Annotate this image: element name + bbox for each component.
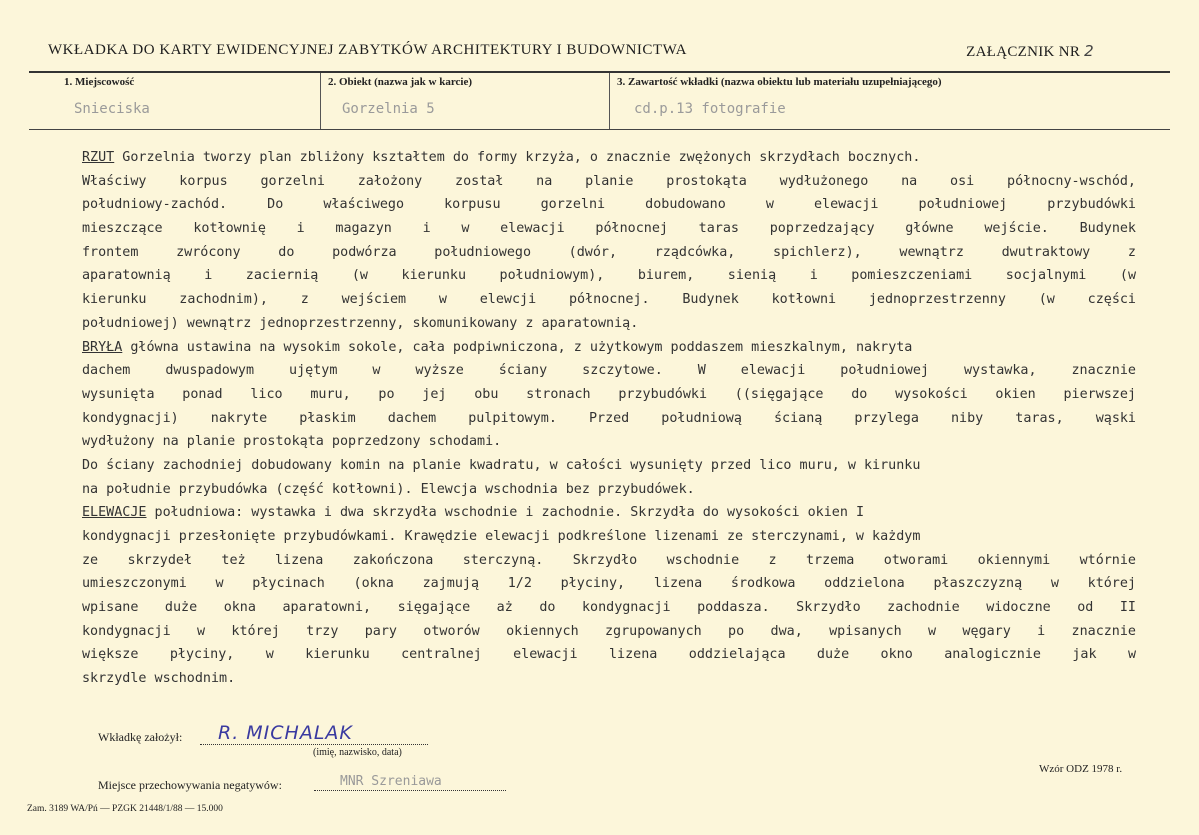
form-pattern: Wzór ODZ 1978 r. xyxy=(1039,763,1123,775)
text-line: ze skrzydeł też lizena zakończona sterczyną. Skrzydło wschodnie z trzema otworami okiennymi wtórnie xyxy=(82,552,1136,568)
founder-hint: (imię, nazwisko, data) xyxy=(313,747,402,758)
field-object-label: 2. Obiekt (nazwa jak w karcie) xyxy=(328,76,473,88)
text-line: umieszczonymi w płycinach (okna zajmują 1/2 płyciny, lizena środkowa oddzielona płaszczyzną w której xyxy=(82,576,1136,592)
attachment-number-value: 2 xyxy=(1084,42,1094,60)
header-fields xyxy=(56,73,1170,129)
text-line: dachem dwuspadowym ujętym w wyższe ściany szczytowe. W elewacji południowej wystawka, znacznie xyxy=(82,363,1136,379)
text-line: kondygnacji przesłonięte przybudówkami. Krawędzie elewacji podkreślone lizenami ze sterczynami, w każdym xyxy=(82,529,921,544)
storage-line xyxy=(314,790,506,791)
text-line: większe płyciny, w kierunku centralnej elewacji lizena oddzielająca duże okno analogicznie jak w xyxy=(82,647,1136,663)
founder-label: Wkładkę założył: xyxy=(98,730,183,744)
description-text xyxy=(82,146,1136,691)
field-contents-value: cd.p.13 fotografie xyxy=(634,101,786,117)
text-line: ELEWACJE południowa: wystawka i dwa skrzydła wschodnie i zachodnie. Skrzydła do wysokości okien I xyxy=(82,505,865,521)
section-heading-elewacje: ELEWACJE xyxy=(82,505,147,521)
field-rule xyxy=(29,129,1170,130)
text-line: kierunku zachodnim), z wejściem w elewcji północnej. Budynek kotłowni jednoprzestrzenny (w części xyxy=(82,292,1136,308)
text-line: mieszczące kotłownię i magazyn i w elewacji północnej taras poprzedzający główne wejście. Budynek xyxy=(82,221,1136,237)
field-contents-label: 3. Zawartość wkładki (nazwa obiektu lub materiału uzupełniającego) xyxy=(617,76,942,88)
field-contents xyxy=(609,73,1170,129)
text-line: wydłużony na planie prostokąta poprzedzony schodami. xyxy=(82,434,502,450)
attachment-number xyxy=(966,42,1094,61)
text-line: wysunięta ponad lico muru, po jej obu stronach przybudówki ((sięgające do wysokości okien pierwszej xyxy=(82,386,1136,402)
founder-signature: R. MICHALAK xyxy=(218,722,353,744)
section-heading-bryla: BRYŁA xyxy=(82,339,123,355)
text-line: Właściwy korpus gorzelni założony został na planie prostokąta wydłużonego na osi północny-wschód, xyxy=(82,173,1136,189)
text-line: południowy-zachód. Do właściwego korpusu gorzelni dobudowano w elewacji południowej przybudówki xyxy=(82,197,1136,213)
field-locality-value: Snieciska xyxy=(74,101,150,117)
field-locality xyxy=(56,73,320,129)
text-line: BRYŁA główna ustawina na wysokim sokole, cała podpiwniczona, z użytkowym poddaszem mieszkalnym, nakryta xyxy=(82,339,913,355)
section-heading-rzut: RZUT xyxy=(82,150,115,165)
founder-line xyxy=(200,744,428,745)
text-line: skrzydle wschodnim. xyxy=(82,671,236,687)
text-line: aparatownią i zaciernią (w kierunku południowym), biurem, sienią i pomieszczeniami socjalnymi (w xyxy=(82,268,1136,284)
text-line: południowej) wewnątrz jednoprzestrzenny, skomunikowany z aparatownią. xyxy=(82,315,639,331)
storage-label: Miejsce przechowywania negatywów: xyxy=(98,778,282,792)
text-line: Do ściany zachodniej dobudowany komin na planie kwadratu, w całości wysunięty przed lico muru, w kirunku xyxy=(82,457,921,473)
field-object-value: Gorzelnia 5 xyxy=(342,101,435,117)
attachment-label: ZAŁĄCZNIK NR xyxy=(966,44,1081,60)
text-line: na południe przybudówka (część kotłowni). Elewcja wschodnia bez przybudówek. xyxy=(82,481,695,497)
field-locality-label: 1. Miejscowość xyxy=(64,76,135,88)
field-divider xyxy=(320,73,321,129)
text-line: kondygnacji w której trzy pary otworów okiennych zgrupowanych po dwa, wpisanych w węgary i znacznie xyxy=(82,623,1136,639)
print-reference: Zam. 3189 WA/Pń — PZGK 21448/1/88 — 15.000 xyxy=(27,804,223,814)
storage-value: MNR Szreniawa xyxy=(340,774,442,789)
text-line: frontem zwrócony do podwórza południowego (dwór, rządcówka, spichlerz), wewnątrz dwutraktowy z xyxy=(82,244,1136,260)
form-title: WKŁADKA DO KARTY EWIDENCYJNEJ ZABYTKÓW ARCHITEKTURY I BUDOWNICTWA xyxy=(48,42,687,58)
field-object xyxy=(320,73,609,129)
field-divider xyxy=(609,73,610,129)
text-line: kondygnacji) nakryte płaskim dachem pulpitowym. Przed południową ścianą przylega niby taras, wąski xyxy=(82,410,1136,426)
text-line: wpisane duże okna aparatowni, sięgające aż do kondygnacji poddasza. Skrzydło zachodnie widoczne od II xyxy=(82,600,1136,616)
text-line: RZUT Gorzelnia tworzy plan zbliżony kształtem do formy krzyża, o znacznie zwężonych skrzydłach bocznych. xyxy=(82,150,921,165)
